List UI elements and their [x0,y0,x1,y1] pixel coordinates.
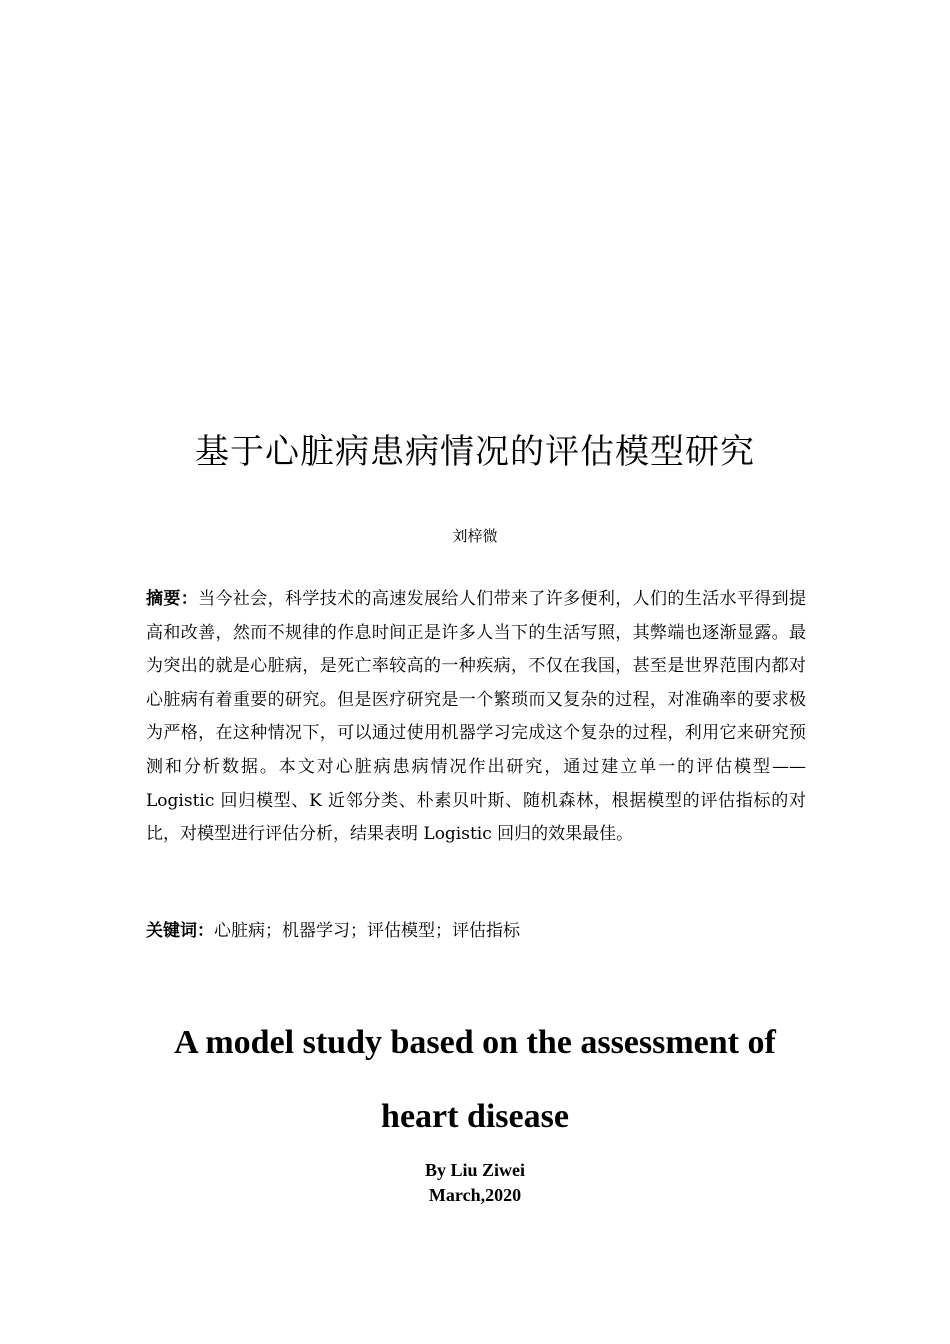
english-title [0,1006,950,1154]
english-title-line1: A model study based on the assessment of [174,1024,776,1061]
chinese-keywords [146,916,806,946]
english-author: By Liu Ziwei [424,1160,526,1180]
english-title-line2: heart disease [381,1098,569,1135]
english-date: March,2020 [428,1185,522,1205]
keywords-text: 心脏病；机器学习；评估模型；评估指标 [214,921,520,941]
chinese-author: 刘梓微 [452,527,498,545]
abstract-text: 当今社会，科学技术的高速发展给人们带来了许多便利，人们的生活水平得到提高和改善，然而不规律的作息时间正是许多人当下的生活写照，其弊端也逐渐显露。最为突出的就是心脏病，是死亡率较高的一种疾病，不仅在我国，甚至是世界范围内都对心脏病有着重要的研究。但是医疗研究是一个繁琐而又复杂的过程，对准确率的要求极为严格，在这种情况下，可以通过使用机器学习完成这个复杂的过程，利用它来研究预测和分析数据。本文对心脏病患病情况作出研究，通过建立单一的评估模型——Logistic 回归模型、K 近邻分类、朴素贝叶斯、随机森林，根据模型的评估指标的对比，对模型进行评估分析，结果表明 Logistic 回归的效果最佳。 [146,589,807,845]
chinese-title: 基于心脏病患病情况的评估模型研究 [195,432,755,472]
abstract-label: 摘要： [146,589,199,609]
english-byline [0,1158,950,1208]
keywords-label: 关键词： [146,921,214,941]
chinese-abstract [146,583,806,852]
